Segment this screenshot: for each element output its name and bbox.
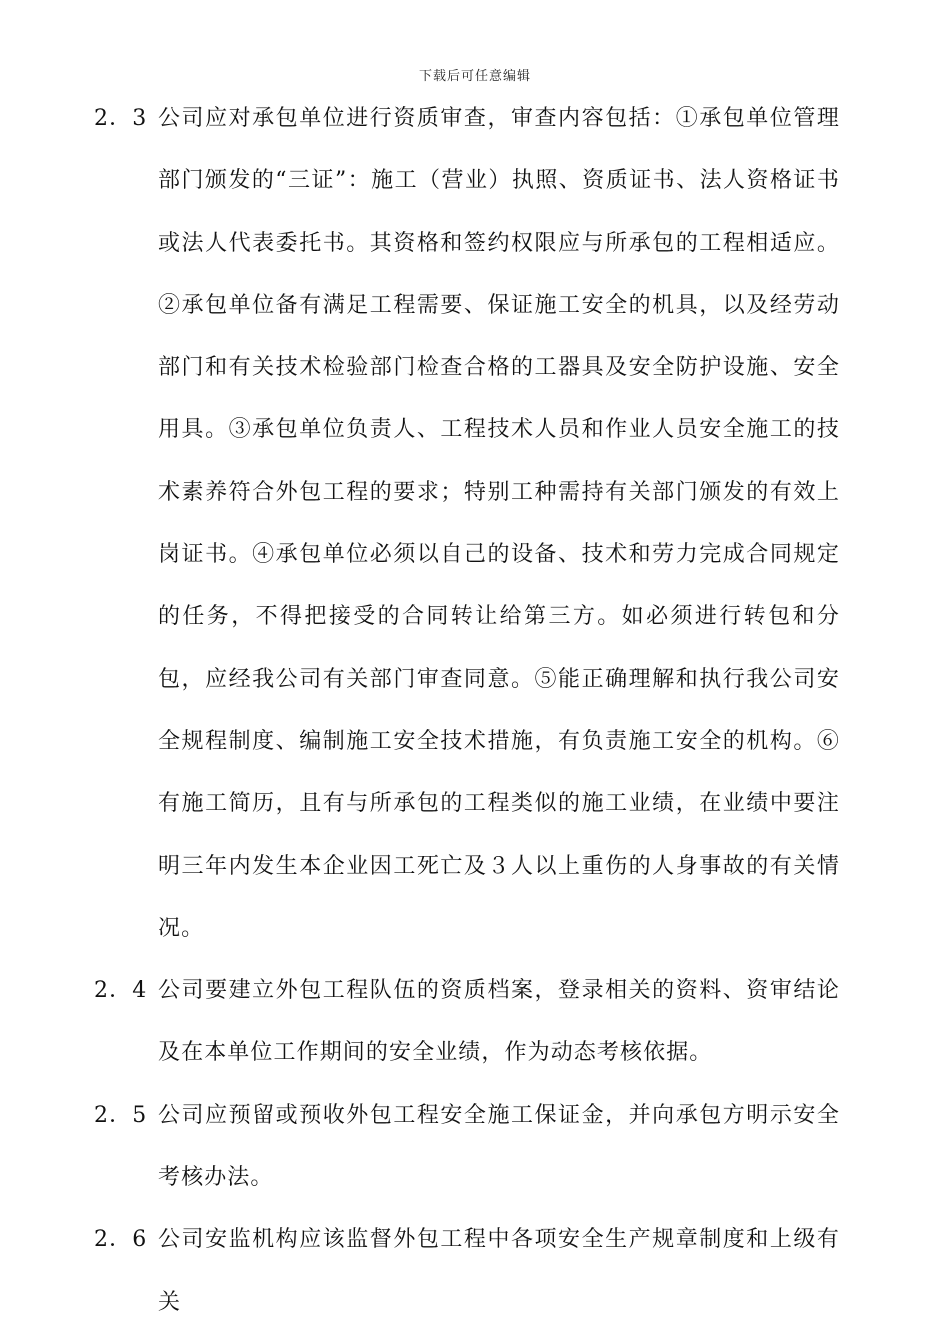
clause-2-6 <box>94 1209 840 1334</box>
clause-2-3 <box>94 88 840 960</box>
clause-text: 公司要建立外包工程队伍的资质档案，登录相关的资料、资审结论及在本单位工作期间的安全业绩，作为动态考核依据。 <box>158 978 840 1066</box>
clause-2-5 <box>94 1085 840 1210</box>
clause-number: 2．6 <box>94 1227 148 1253</box>
header-note: 下载后可任意编辑 <box>418 69 531 84</box>
clause-text: 公司安监机构应该监督外包工程中各项安全生产规章制度和上级有关 <box>158 1227 840 1315</box>
clause-2-4 <box>94 960 840 1085</box>
clause-number: 2．4 <box>94 978 148 1004</box>
clause-number: 2．3 <box>94 106 148 131</box>
clause-list <box>94 88 840 1334</box>
clause-number: 2．5 <box>94 1102 148 1128</box>
clause-text: 公司应对承包单位进行资质审查，审查内容包括：①承包单位管理部门颁发的“三证”：施工（营业）执照、资质证书、法人资格证书或法人代表委托书。其资格和签约权限应与所承包的工程相适应。②承包单位备有满足工程需要、保证施工安全的机具，以及经劳动部门和有关技术检验部门检查合格的工器具及安全防护设施、安全用具。③承包单位负责人、工程技术人员和作业人员安全施工的技术素养符合外包工程的要求；特别工种需持有关部门颁发的有效上岗证书。④承包单位必须以自己的设备、技术和劳力完成合同规定的任务，不得把接受的合同转让给第三方。如必须进行转包和分包，应经我公司有关部门审查同意。⑤能正确理解和执行我公司安全规程制度、编制施工安全技术措施，有负责施工安全的机构。⑥有施工简历，且有与所承包的工程类似的施工业绩，在业绩中要注明三年内发生本企业因工死亡及３人以上重伤的人身事故的有关情况。 <box>158 106 840 941</box>
clause-text: 公司应预留或预收外包工程安全施工保证金，并向承包方明示安全考核办法。 <box>158 1102 840 1191</box>
